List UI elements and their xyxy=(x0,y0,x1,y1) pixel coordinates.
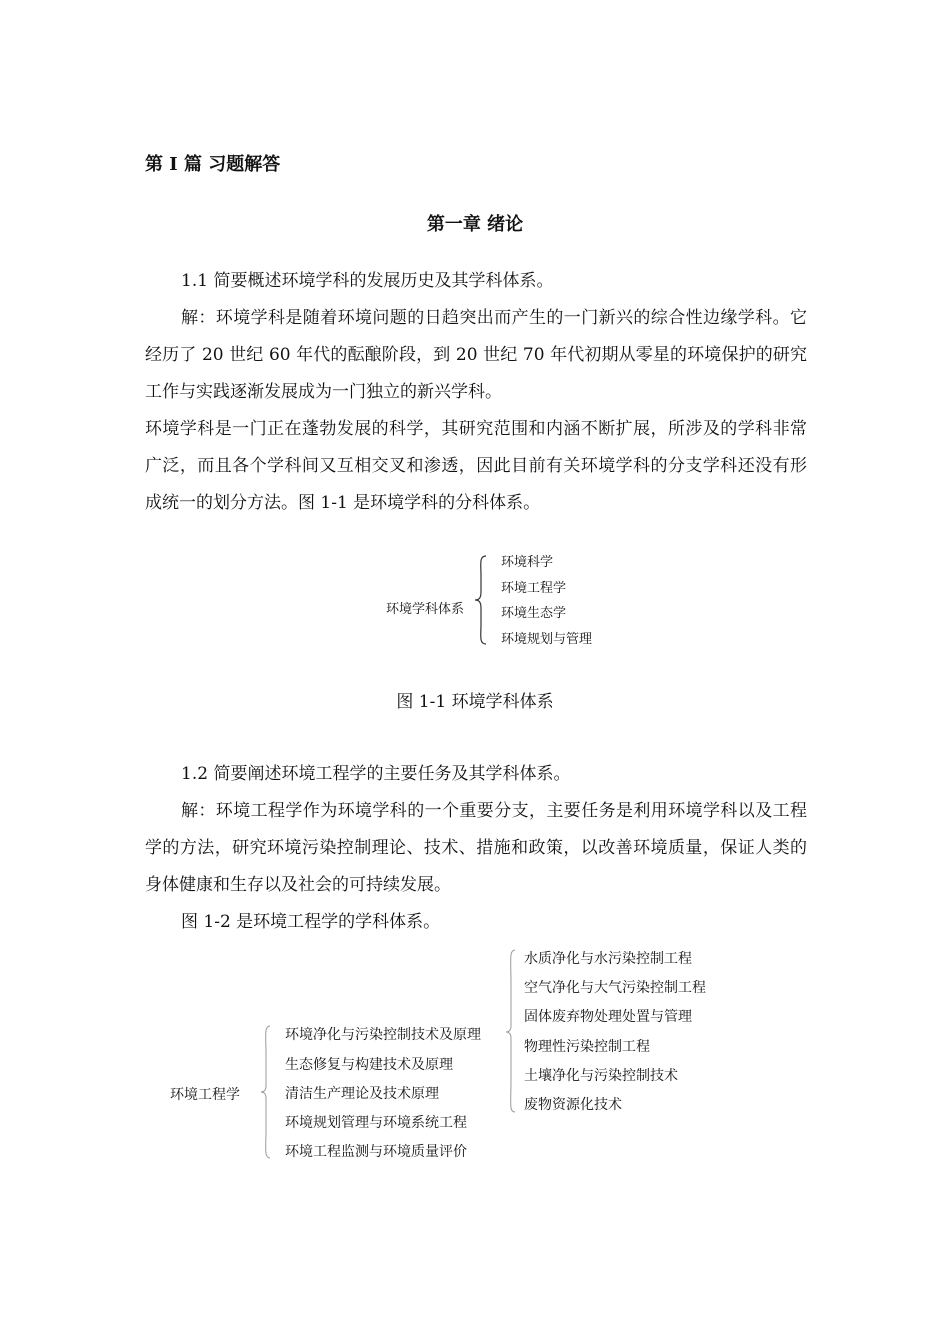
fig2-sub-branch: 土壤净化与污染控制技术 xyxy=(524,1068,678,1084)
fig2-branch: 环境规划管理与环境系统工程 xyxy=(285,1115,467,1131)
fig2-sub-branch: 水质净化与水污染控制工程 xyxy=(524,951,692,967)
fig2-root-label: 环境工程学 xyxy=(170,1087,240,1103)
answer-1-1-paragraph-1: 解：环境学科是随着环境问题的日趋突出而产生的一门新兴的综合性边缘学科。它经历了 20 世纪 60 年代的酝酿阶段，到 20 世纪 70 年代初期从零星的环境保护的研究工作与实践逐渐发展成为一门独立的新兴学科。 xyxy=(145,308,807,402)
chapter-title: 第一章 绪论 xyxy=(426,214,524,235)
answer-1-2-paragraph-1: 解：环境工程学作为环境学科的一个重要分支，主要任务是利用环境学科以及工程学的方法，研究环境污染控制理论、技术、措施和政策，以改善环境质量，保证人类的身体健康和生存以及社会的可持续发展。 xyxy=(145,801,807,895)
answer-1-2-paragraph-2: 图 1-2 是环境工程学的学科体系。 xyxy=(181,912,441,932)
fig2-sub-branch: 固体废弃物处理处置与管理 xyxy=(524,1009,692,1025)
fig1-branch: 环境规划与管理 xyxy=(501,632,593,647)
fig1-brace xyxy=(474,554,488,646)
answer-1-1-paragraph-2: 环境学科是一门正在蓬勃发展的科学，其研究范围和内涵不断扩展，所涉及的学科非常广泛，而且各个学科间又互相交叉和渗透，因此目前有关环境学科的分支学科还没有形成统一的划分方法。图 1-1 是环境学科的分科体系。 xyxy=(145,419,807,513)
fig1-root-label: 环境学科体系 xyxy=(386,602,465,617)
fig2-sub-branch: 物理性污染控制工程 xyxy=(524,1039,650,1055)
fig1-branch: 环境科学 xyxy=(501,555,554,570)
part-title: 第 I 篇 习题解答 xyxy=(145,154,281,175)
fig2-brace xyxy=(260,1024,272,1160)
fig2-sub-branch: 空气净化与大气污染控制工程 xyxy=(524,980,706,996)
fig1-branch: 环境生态学 xyxy=(501,606,567,621)
question-1-2: 1.2 简要阐述环境工程学的主要任务及其学科体系。 xyxy=(181,764,571,784)
fig2-branch: 生态修复与构建技术及原理 xyxy=(285,1057,453,1073)
fig2-branch: 环境工程监测与环境质量评价 xyxy=(285,1144,467,1160)
question-1-1: 1.1 简要概述环境学科的发展历史及其学科体系。 xyxy=(181,271,554,291)
fig2-branch: 清洁生产理论及技术原理 xyxy=(285,1086,439,1102)
fig2-branch: 环境净化与污染控制技术及原理 xyxy=(285,1027,481,1043)
fig2-sub-brace xyxy=(505,948,517,1114)
fig2-sub-branch: 废物资源化技术 xyxy=(524,1097,622,1113)
figure-1-1-caption: 图 1-1 环境学科体系 xyxy=(396,692,554,712)
fig1-branch: 环境工程学 xyxy=(501,581,567,596)
